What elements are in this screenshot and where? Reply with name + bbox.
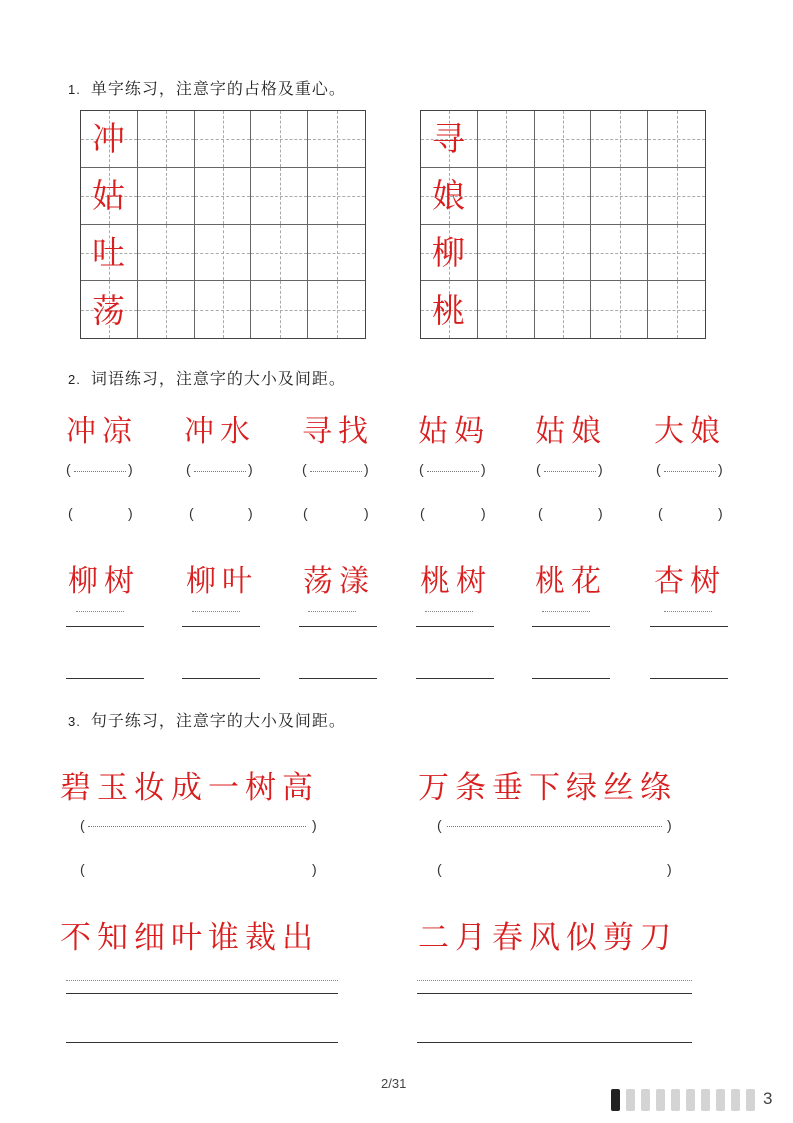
writing-line[interactable] <box>66 1042 338 1043</box>
grid-cell[interactable] <box>195 281 252 338</box>
section-3-number: 3. <box>68 714 81 729</box>
grid-cell[interactable] <box>535 111 592 168</box>
writing-guide-dotted <box>542 611 590 612</box>
word-item: 桃花 <box>535 564 607 599</box>
grid-guide <box>648 310 705 311</box>
grid-guide <box>591 253 647 254</box>
grid-cell[interactable] <box>251 168 308 225</box>
grid-guide <box>195 253 251 254</box>
writing-guide-dotted <box>66 980 338 981</box>
grid-guide <box>195 310 251 311</box>
writing-line[interactable] <box>416 626 494 627</box>
sentence-line: 不知细叶谁裁出 <box>60 920 319 956</box>
writing-guide-dotted <box>417 980 692 981</box>
writing-line[interactable] <box>532 678 610 679</box>
section-1-number: 1. <box>68 82 81 97</box>
writing-guide-dotted <box>664 611 712 612</box>
grid-cell[interactable] <box>478 168 535 225</box>
writing-guide-dotted <box>308 611 356 612</box>
grid-guide <box>195 139 251 140</box>
writing-line[interactable] <box>417 1042 692 1043</box>
grid-cell[interactable] <box>308 111 365 168</box>
grid-cell[interactable] <box>308 168 365 225</box>
grid-cell[interactable] <box>648 281 705 338</box>
grid-guide <box>308 139 365 140</box>
grid-cell[interactable] <box>308 281 365 338</box>
model-char: 柳 <box>432 233 465 272</box>
grid-guide <box>648 139 705 140</box>
grid-cell[interactable] <box>251 225 308 282</box>
section-2-heading <box>68 366 346 389</box>
sentence-line: 碧玉妆成一树高 <box>60 770 319 806</box>
grid-guide <box>138 310 194 311</box>
grid-cell[interactable] <box>648 111 705 168</box>
grid-guide <box>535 196 591 197</box>
grid-cell[interactable] <box>308 225 365 282</box>
sentence-line: 二月春风似剪刀 <box>418 920 677 956</box>
grid-cell[interactable] <box>138 168 195 225</box>
grid-cell[interactable] <box>195 225 252 282</box>
model-char: 荡 <box>92 291 125 330</box>
grid-cell[interactable] <box>478 111 535 168</box>
writing-line[interactable] <box>416 678 494 679</box>
grid-cell[interactable] <box>478 225 535 282</box>
grid-guide <box>648 253 705 254</box>
word-item: 大娘 <box>654 414 726 449</box>
word-item: 冲水 <box>184 414 256 449</box>
writing-line[interactable] <box>417 993 692 994</box>
section-1-heading <box>68 76 346 99</box>
grid-guide <box>648 196 705 197</box>
grid-cell[interactable] <box>251 111 308 168</box>
grid-guide <box>308 310 365 311</box>
grid-guide <box>478 196 534 197</box>
writing-line[interactable] <box>650 678 728 679</box>
grid-cell[interactable] <box>591 225 648 282</box>
corner-mark: 3 <box>763 1089 773 1108</box>
writing-guide-dotted <box>192 611 240 612</box>
grid-cell[interactable] <box>195 168 252 225</box>
grid-guide <box>308 253 365 254</box>
grid-cell[interactable] <box>591 168 648 225</box>
grid-guide <box>591 139 647 140</box>
grid-guide <box>308 196 365 197</box>
word-item: 冲凉 <box>66 414 138 449</box>
grid-guide <box>138 253 194 254</box>
grid-cell[interactable] <box>138 225 195 282</box>
writing-line[interactable] <box>650 626 728 627</box>
grid-cell[interactable] <box>591 111 648 168</box>
word-item: 姑妈 <box>418 414 490 449</box>
grid-guide <box>478 139 534 140</box>
writing-guide-dotted <box>76 611 124 612</box>
grid-cell[interactable] <box>478 281 535 338</box>
grid-guide <box>591 310 647 311</box>
model-char: 娘 <box>432 176 465 215</box>
grid-cell[interactable] <box>648 168 705 225</box>
word-item: 杏树 <box>654 564 726 599</box>
page-number: 2/31 <box>381 1076 407 1091</box>
grid-cell[interactable] <box>138 281 195 338</box>
word-item: 姑娘 <box>535 414 607 449</box>
grid-guide <box>251 253 307 254</box>
writing-line[interactable] <box>66 678 144 679</box>
grid-cell[interactable] <box>195 111 252 168</box>
grid-guide <box>195 196 251 197</box>
section-3-heading <box>68 708 346 731</box>
model-char: 姑 <box>92 176 125 215</box>
grid-cell[interactable] <box>535 225 592 282</box>
grid-guide <box>535 310 591 311</box>
grid-cell[interactable] <box>251 281 308 338</box>
writing-line[interactable] <box>66 626 144 627</box>
sentence-line: 万条垂下绿丝绦 <box>418 770 677 806</box>
writing-line[interactable] <box>299 626 377 627</box>
grid-guide <box>591 196 647 197</box>
writing-line[interactable] <box>66 993 338 994</box>
writing-line[interactable] <box>182 626 260 627</box>
grid-guide <box>138 139 194 140</box>
word-item: 荡漾 <box>303 564 375 599</box>
grid-guide <box>535 253 591 254</box>
section-2-title: 词语练习，注意字的大小及间距。 <box>90 369 346 388</box>
grid-guide <box>478 253 534 254</box>
grid-cell[interactable] <box>138 111 195 168</box>
grid-guide <box>251 310 307 311</box>
grid-cell[interactable] <box>535 168 592 225</box>
writing-line[interactable] <box>299 678 377 679</box>
section-3-title: 句子练习，注意字的大小及间距。 <box>90 711 346 730</box>
grid-guide <box>138 196 194 197</box>
word-item: 柳叶 <box>186 564 258 599</box>
writing-line[interactable] <box>532 626 610 627</box>
model-char: 冲 <box>92 119 125 158</box>
writing-line[interactable] <box>182 678 260 679</box>
grid-cell[interactable] <box>648 225 705 282</box>
grid-guide <box>251 196 307 197</box>
word-item: 桃树 <box>420 564 492 599</box>
grid-cell[interactable] <box>591 281 648 338</box>
grid-cell[interactable] <box>535 281 592 338</box>
word-item: 寻找 <box>302 414 374 449</box>
grid-guide <box>478 310 534 311</box>
model-char: 桃 <box>432 291 465 330</box>
model-char: 寻 <box>432 119 465 158</box>
section-1-title: 单字练习，注意字的占格及重心。 <box>90 79 346 98</box>
grid-guide <box>251 139 307 140</box>
word-item: 柳树 <box>68 564 140 599</box>
grid-guide <box>535 139 591 140</box>
writing-guide-dotted <box>425 611 473 612</box>
section-2-number: 2. <box>68 372 81 387</box>
model-char: 吐 <box>92 233 125 272</box>
